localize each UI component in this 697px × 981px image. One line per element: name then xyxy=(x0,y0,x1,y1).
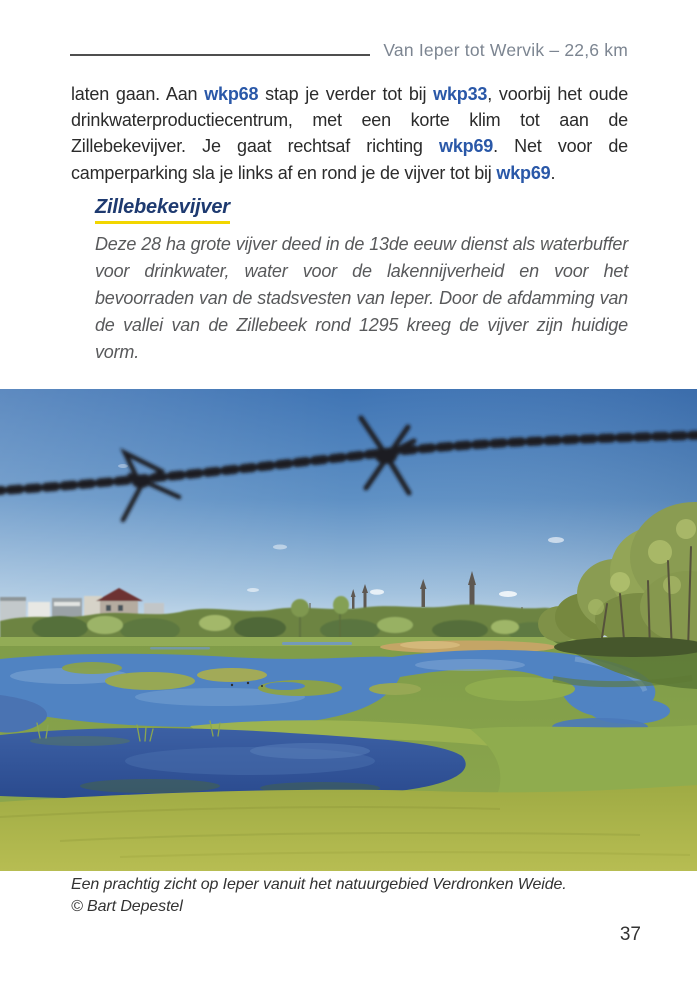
header-rule xyxy=(70,54,370,56)
chapter-header xyxy=(70,40,628,61)
body-text-segment: stap je verder tot bij xyxy=(258,84,434,104)
infobox xyxy=(95,196,628,366)
sand-patch-light xyxy=(400,641,460,649)
body-paragraph xyxy=(71,81,628,186)
infobox-text: Deze 28 ha grote vijver deed in de 13de eeuw dienst als waterbuffer voor drinkwater, water voor de lakennijverheid en voor het bevoorraden van de stadsvesten van Ieper. Door de afdamming van de vallei van de Zillebeek rond 1295 kreeg de vijver zijn huidige vorm. xyxy=(95,234,628,362)
page-number: 37 xyxy=(619,924,641,945)
grass-foreground xyxy=(0,785,697,871)
waypoint-ref: wkp33 xyxy=(433,84,488,104)
body-text-segment: , voorbij het oude drinkwaterproductiecentrum, met een korte klim tot aan de Zillebekevijver. Je gaat rechtsaf richting xyxy=(71,84,629,157)
photo-caption xyxy=(71,874,641,918)
body-text-segment: . xyxy=(550,162,556,183)
caption-line1: Een prachtig zicht op Ieper vanuit het natuurgebied Verdronken Weide. xyxy=(71,876,567,893)
waypoint-ref: wkp68 xyxy=(204,84,259,104)
landscape-photo xyxy=(0,389,697,871)
waypoint-ref: wkp69 xyxy=(439,136,494,157)
infobox-title: Zillebekevijver xyxy=(95,196,230,224)
waypoint-ref: wkp69 xyxy=(496,162,551,183)
landscape-photo-art xyxy=(0,389,697,871)
caption-credit: © Bart Depestel xyxy=(71,898,183,915)
chapter-title: Van Ieper tot Wervik – 22,6 km xyxy=(383,40,628,60)
body-text-segment: laten gaan. Aan xyxy=(71,84,205,104)
body-text-segment: . Net voor de camperparking sla je links af en rond je de vijver tot bij xyxy=(71,136,628,183)
